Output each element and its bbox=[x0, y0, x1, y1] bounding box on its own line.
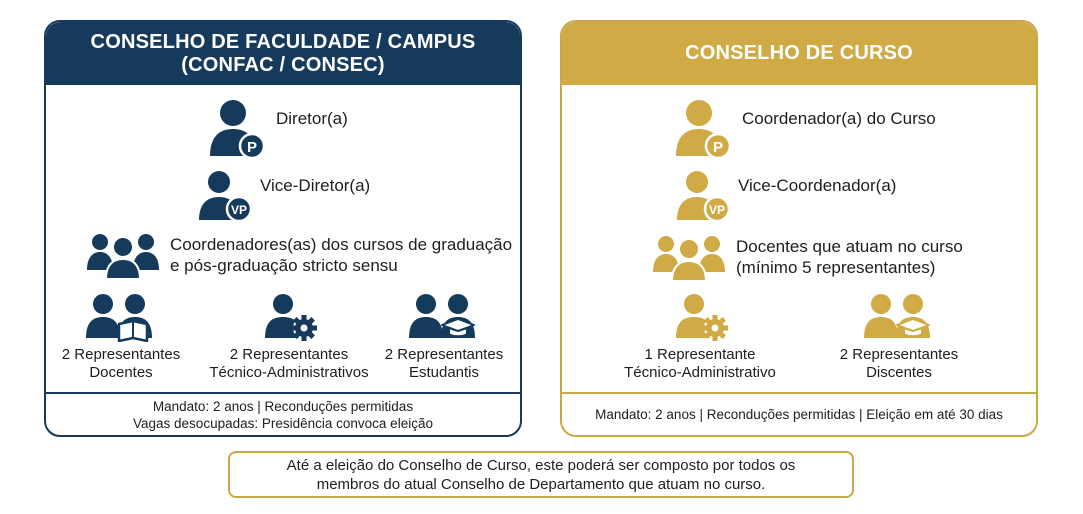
person-president-icon bbox=[672, 98, 736, 160]
role-diretor bbox=[206, 98, 348, 160]
badge-p: P bbox=[246, 139, 258, 156]
person-gear-icon bbox=[668, 292, 732, 342]
curso-footer bbox=[562, 392, 1036, 435]
rep-docentes-line1: 2 Representantes bbox=[61, 346, 181, 363]
rep-tecnico-adm-line2: Técnico-Administrativo bbox=[624, 364, 776, 381]
rep-estudantis-line1: 2 Representantes bbox=[384, 346, 504, 363]
person-gear-icon bbox=[257, 292, 321, 342]
badge-p: P bbox=[712, 139, 724, 156]
role-vice-coordenador bbox=[674, 170, 896, 222]
confac-title-line1: CONSELHO DE FACULDADE / CAMPUS bbox=[90, 30, 476, 53]
rep-tecnico-line1: 2 Representantes bbox=[229, 346, 349, 363]
rep-discentes-line1: 2 Representantes bbox=[839, 346, 959, 363]
people-book-icon bbox=[83, 292, 159, 342]
person-president-icon bbox=[206, 98, 270, 160]
curso-footer-text: Mandato: 2 anos | Reconduções permitidas | Eleição em até 30 dias bbox=[595, 407, 1003, 422]
rep-discentes-line2: Discentes bbox=[866, 364, 932, 381]
role-coordenador-label: Coordenador(a) do Curso bbox=[742, 108, 936, 128]
role-coordenadores bbox=[86, 230, 512, 280]
badge-vp: VP bbox=[230, 203, 248, 217]
role-docentes-curso bbox=[652, 232, 963, 282]
rep-tecnico-administrativo bbox=[620, 292, 780, 382]
group-icon bbox=[652, 232, 726, 282]
rep-docentes-line2: Docentes bbox=[89, 364, 153, 381]
conselho-de-curso-panel bbox=[560, 20, 1038, 437]
group-icon bbox=[86, 230, 160, 280]
confac-title-line2: (CONFAC / CONSEC) bbox=[181, 53, 385, 76]
role-vice-diretor-label: Vice-Diretor(a) bbox=[260, 175, 371, 195]
badge-vp: VP bbox=[708, 203, 726, 217]
role-coordenadores-label-line1: Coordenadores(as) dos cursos de graduação bbox=[170, 235, 513, 254]
rep-tecnico-administrativos bbox=[209, 292, 369, 382]
note-line1: Até a eleição do Conselho de Curso, este poderá ser composto por todos os bbox=[286, 456, 796, 474]
transition-note bbox=[228, 451, 854, 498]
rep-discentes bbox=[824, 292, 974, 382]
role-coordenadores-label-line2: e pós-graduação stricto sensu bbox=[170, 256, 398, 275]
curso-title: CONSELHO DE CURSO bbox=[685, 42, 913, 64]
people-graduation-cap-icon bbox=[861, 292, 937, 342]
people-graduation-cap-icon bbox=[406, 292, 482, 342]
confac-footer bbox=[46, 392, 520, 435]
role-vice-coordenador-label: Vice-Coordenador(a) bbox=[738, 175, 897, 195]
role-vice-diretor bbox=[196, 170, 370, 222]
note-line2: membros do atual Conselho de Departamento que atuam no curso. bbox=[316, 475, 766, 493]
rep-estudantis-line2: Estudantis bbox=[408, 364, 480, 381]
role-coordenador bbox=[672, 98, 936, 160]
confac-panel-header bbox=[46, 22, 520, 85]
rep-estudantis bbox=[374, 292, 514, 382]
role-docentes-label-line1: Docentes que atuam no curso bbox=[736, 237, 963, 256]
rep-docentes bbox=[56, 292, 186, 382]
confac-consec-panel bbox=[44, 20, 522, 437]
confac-footer-line2: Vagas desocupadas: Presidência convoca eleição bbox=[133, 415, 433, 431]
person-vice-president-icon bbox=[674, 170, 732, 222]
confac-footer-line1: Mandato: 2 anos | Reconduções permitidas bbox=[152, 398, 414, 414]
curso-panel-header bbox=[562, 22, 1036, 85]
rep-tecnico-line2: Técnico-Administrativos bbox=[209, 364, 369, 381]
role-diretor-label: Diretor(a) bbox=[276, 108, 348, 128]
role-docentes-label-line2: (mínimo 5 representantes) bbox=[736, 258, 936, 277]
person-vice-president-icon bbox=[196, 170, 254, 222]
rep-tecnico-adm-line1: 1 Representante bbox=[644, 346, 756, 363]
